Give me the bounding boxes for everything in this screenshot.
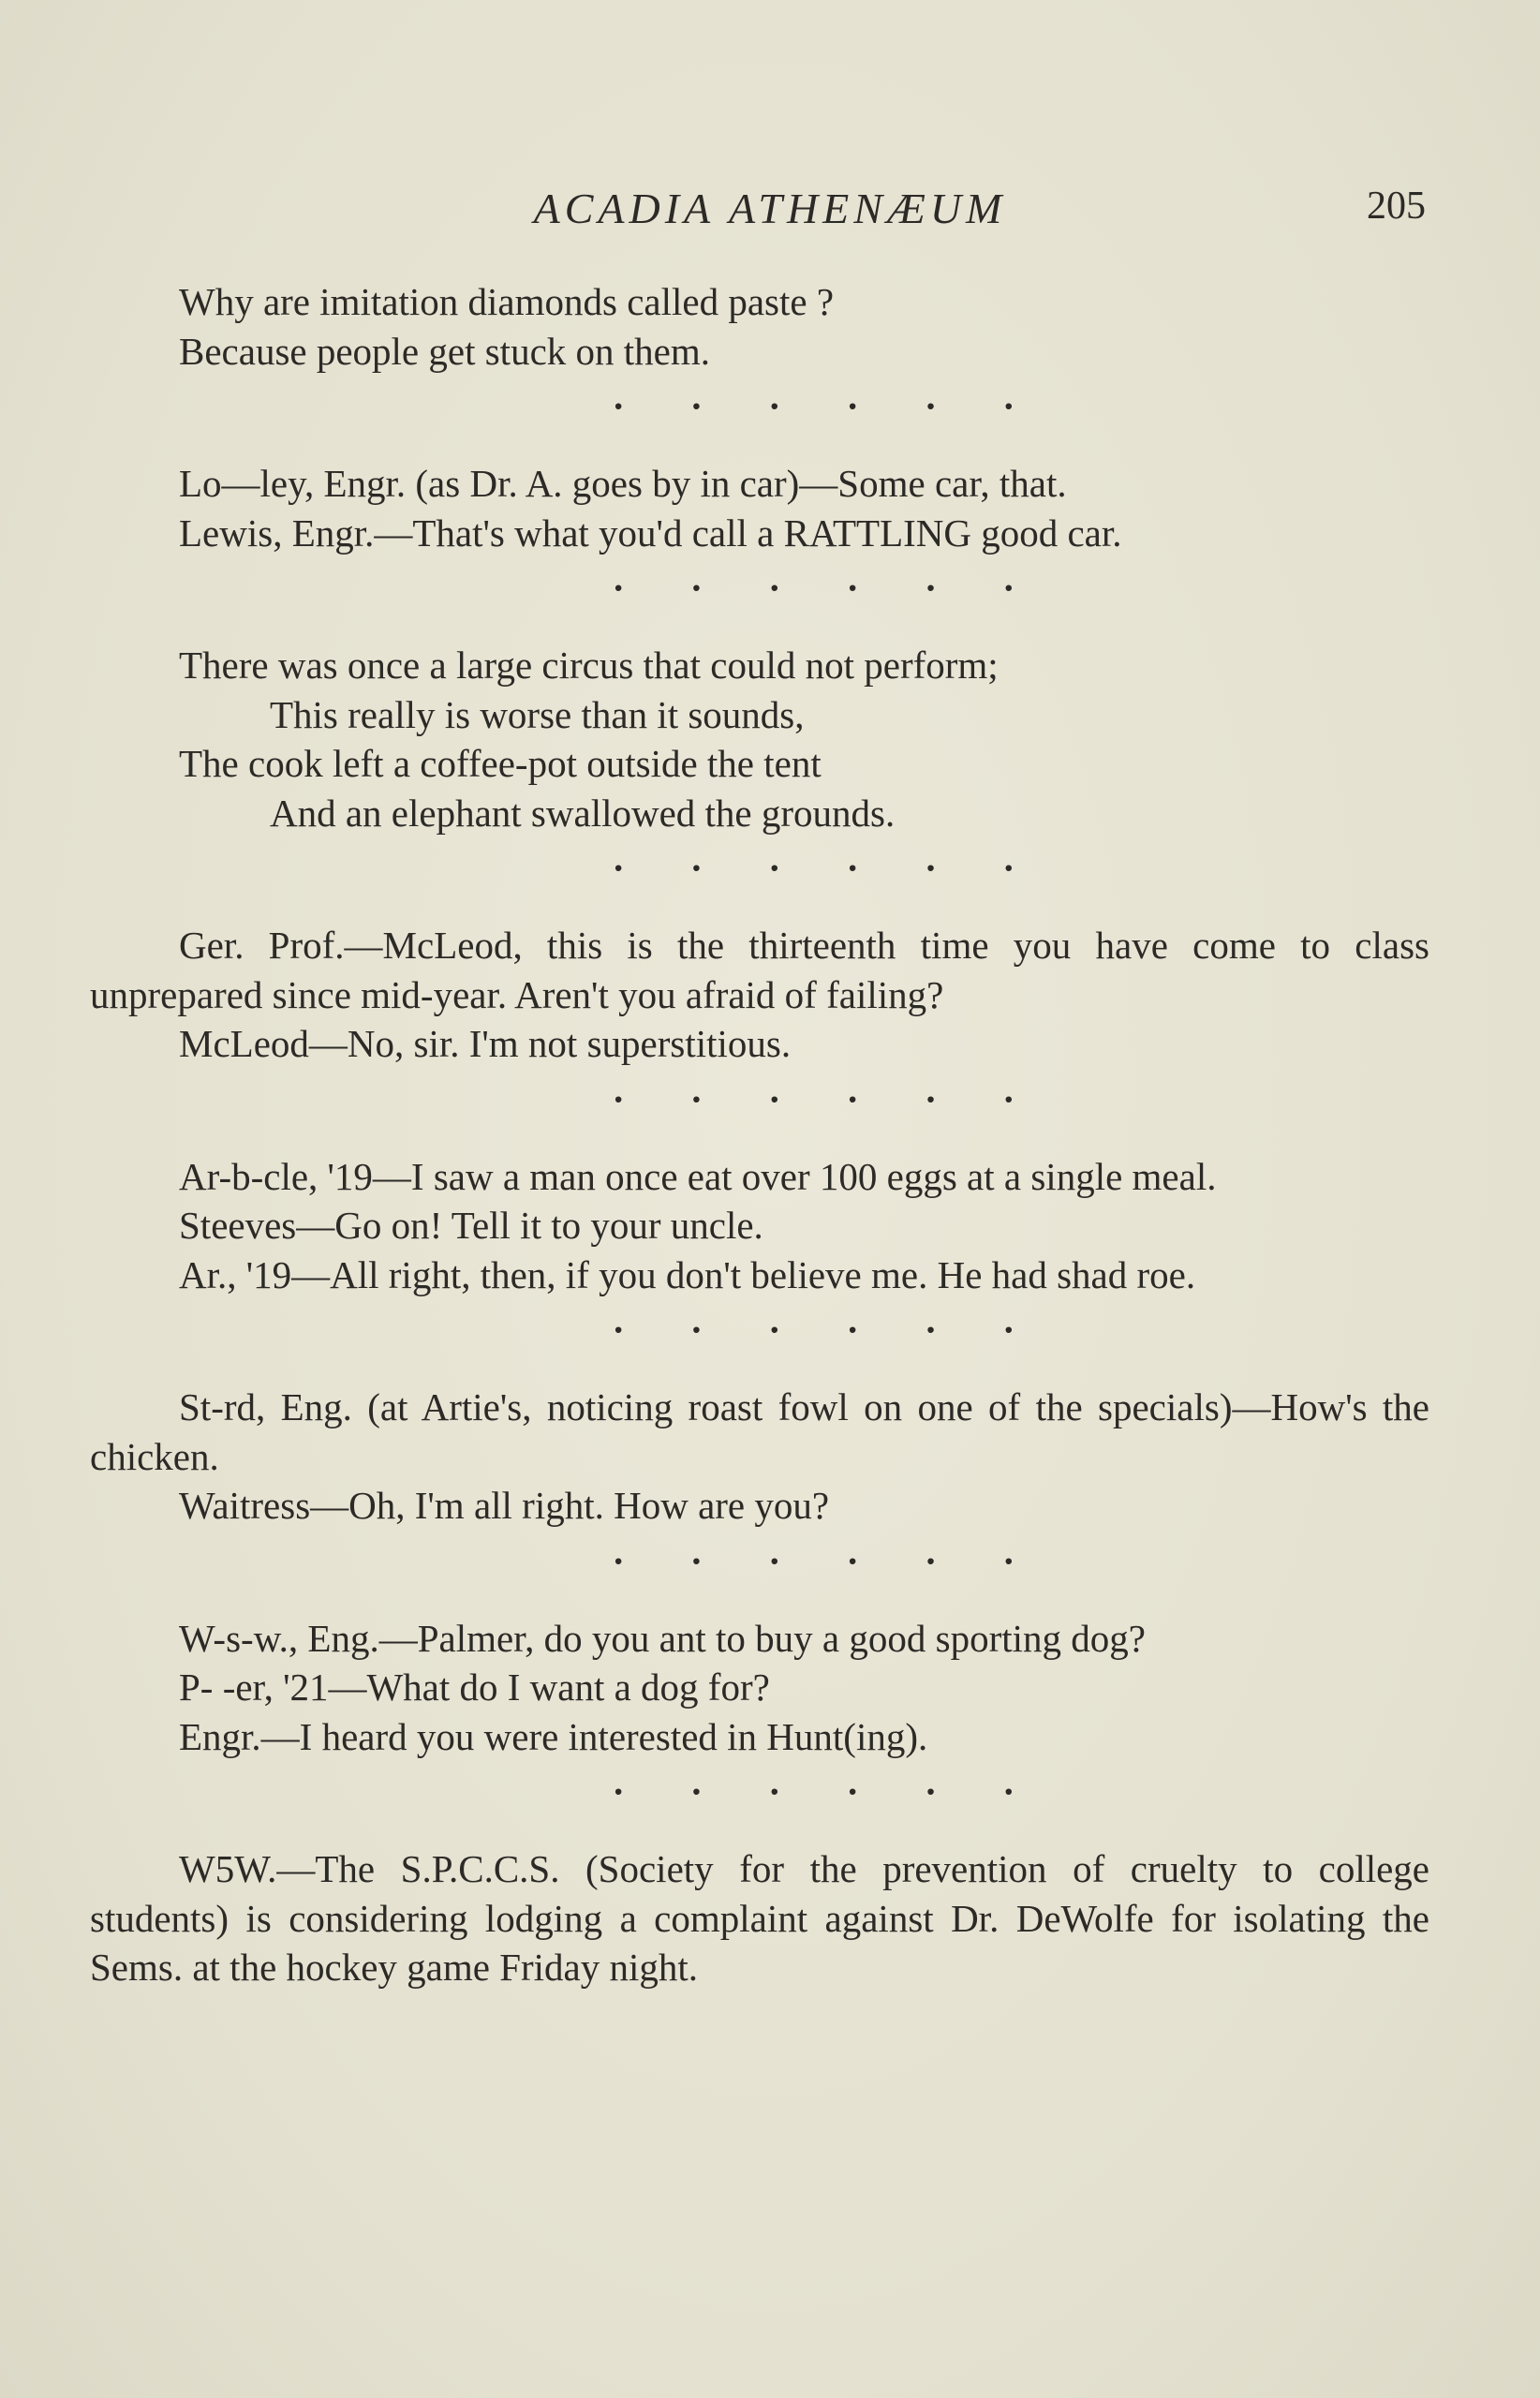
- separator-dots: · · · · · ·: [612, 1539, 1044, 1582]
- dialogue-paragraph: W-s-w., Eng.—Palmer, do you ant to buy a good sporting dog?: [179, 1616, 1146, 1660]
- running-title: ACADIA ATHENÆUM: [533, 185, 1007, 232]
- joke-dog: [90, 1614, 1429, 1762]
- dialogue-paragraph: Ar., '19—All right, then, if you don't believe me. He had shad roe.: [179, 1252, 1196, 1296]
- joke-paste: [179, 277, 1429, 376]
- dialogue-paragraph: Ger. Prof.—McLeod, this is the thirteenth time you have come to class unprepared since mid-year. Aren't you afraid of failing?: [90, 924, 1429, 1016]
- page-number: 205: [1367, 185, 1426, 228]
- poem-line: There was once a large circus that could not perform;: [179, 644, 999, 687]
- separator-dots: · · · · · ·: [612, 567, 1044, 609]
- separator-dots: · · · · · ·: [612, 385, 1044, 427]
- joke-eggs: [90, 1152, 1429, 1300]
- poem-circus: [179, 641, 1429, 837]
- dialogue-paragraph: W5W.—The S.P.C.C.S. (Society for the prevention of cruelty to college students) is considering lodging a complaint against Dr. DeWolfe for isolating the Sems. at the hockey game Friday night.: [90, 1847, 1429, 1989]
- dialogue-paragraph: Ar-b-cle, '19—I saw a man once eat over 100 eggs at a single meal.: [179, 1154, 1217, 1198]
- joke-superstitious: [90, 921, 1429, 1069]
- dialogue-paragraph: P- -er, '21—What do I want a dog for?: [179, 1665, 770, 1709]
- text-line: Because people get stuck on them.: [179, 329, 710, 373]
- separator-dots: · · · · · ·: [612, 1077, 1044, 1120]
- poem-line: The cook left a coffee-pot outside the tent: [179, 742, 822, 785]
- dialogue-paragraph: Engr.—I heard you were interested in Hunt(ing).: [179, 1714, 928, 1758]
- poem-line: And an elephant swallowed the grounds.: [270, 791, 896, 835]
- dialogue-paragraph: Steeves—Go on! Tell it to your uncle.: [179, 1204, 763, 1247]
- page-body: [90, 277, 1429, 1992]
- separator-dots: · · · · · ·: [612, 1309, 1044, 1351]
- text-line: Lo—ley, Engr. (as Dr. A. goes by in car)—Some car, that.: [179, 462, 1067, 505]
- page-header: [0, 184, 1540, 240]
- separator-dots: · · · · · ·: [612, 1770, 1044, 1813]
- dialogue-paragraph: St-rd, Eng. (at Artie's, noticing roast fowl on one of the specials)—How's the chicken.: [90, 1385, 1429, 1478]
- joke-spccs: [90, 1844, 1429, 1992]
- separator-dots: · · · · · ·: [612, 847, 1044, 889]
- dialogue-paragraph: McLeod—No, sir. I'm not superstitious.: [179, 1022, 792, 1065]
- joke-chicken: [90, 1383, 1429, 1531]
- poem-line: This really is worse than it sounds,: [270, 692, 805, 736]
- text-line: Why are imitation diamonds called paste ?: [179, 280, 835, 323]
- dialogue-paragraph: Waitress—Oh, I'm all right. How are you?: [179, 1484, 830, 1527]
- joke-car: [179, 459, 1429, 557]
- text-line: Lewis, Engr.—That's what you'd call a RATTLING good car.: [179, 511, 1122, 555]
